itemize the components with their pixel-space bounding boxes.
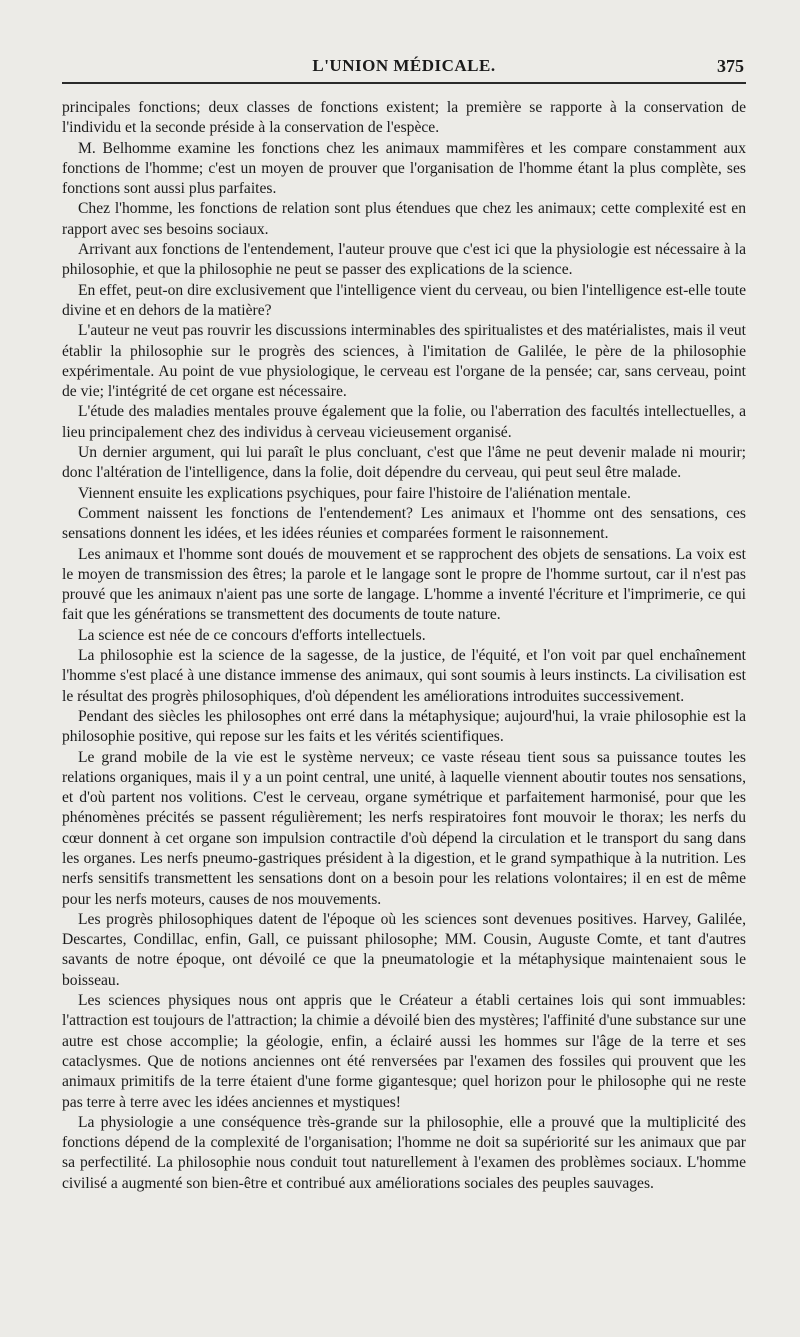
- paragraph: La philosophie est la science de la sagesse, de la justice, de l'équité, et l'on voit par quel enchaînement l'homme s'est placé à une distance immense des animaux, qui sont soumis à leurs instincts. La civilisation est le résultat des progrès philosophiques, d'où dépendent les améliorations introduites successivement.: [62, 647, 746, 705]
- paragraph: Arrivant aux fonctions de l'entendement, l'auteur prouve que c'est ici que la physiologie est nécessaire à la philosophie, et que la philosophie ne peut se passer des explications de la science.: [62, 241, 746, 279]
- page-number: 375: [717, 56, 744, 76]
- paragraph: L'étude des maladies mentales prouve également que la folie, ou l'aberration des facultés intellectuelles, a lieu principalement chez des individus à cerveau vicieusement organisé.: [62, 403, 746, 441]
- paragraph: En effet, peut-on dire exclusivement que l'intelligence vient du cerveau, ou bien l'intelligence est-elle toute divine et en dehors de la matière?: [62, 281, 746, 319]
- paragraph: principales fonctions; deux classes de fonctions existent; la première se rapporte à la conservation de l'individu et la seconde préside à la conservation de l'espèce.: [62, 99, 746, 137]
- article-body: [62, 98, 746, 1194]
- running-header: [62, 50, 746, 84]
- paragraph: Les sciences physiques nous ont appris que le Créateur a établi certaines lois qui sont immuables: l'attraction est toujours de l'attraction; la chimie a dévoilé bien des mystères; l'affinité d'une substance sur une autre est chose accomplie; la géologie, enfin, a éclairé aussi les hommes sur l'âge de la terre et ses cataclysmes. Que de notions anciennes ont été renversées par l'examen des fossiles qui prouvent que les animaux primitifs de la terre étaient d'une forme gigantesque; quel horizon pour le philosophe qui ne reste pas terre à terre avec les idées anciennes et mystiques!: [62, 992, 746, 1111]
- paragraph: Les animaux et l'homme sont doués de mouvement et se rapprochent des objets de sensations. La voix est le moyen de transmission des êtres; la parole et le langage sont le propre de l'homme surtout, car il n'est pas prouvé que les animaux n'aient pas une sorte de langage. L'homme a inventé l'écriture et l'imprimerie, ce qui fait que les générations se transmettent des documents de toute nature.: [62, 545, 746, 624]
- paragraph: Chez l'homme, les fonctions de relation sont plus étendues que chez les animaux; cette complexité est en rapport avec ses besoins sociaux.: [62, 200, 746, 238]
- paragraph: Viennent ensuite les explications psychiques, pour faire l'histoire de l'aliénation mentale.: [78, 484, 631, 502]
- paragraph: L'auteur ne veut pas rouvrir les discussions interminables des spiritualistes et des matérialistes, mais il veut établir la philosophie sur le progrès des sciences, à l'imitation de Galilée, le père de la philosophie expérimentale. Au point de vue physiologique, le cerveau est l'organe de la pensée; car, sans cerveau, point de vie; l'intégrité de cet organe est nécessaire.: [62, 322, 746, 401]
- paragraph: Pendant des siècles les philosophes ont erré dans la métaphysique; aujourd'hui, la vraie philosophie est la philosophie positive, qui repose sur les faits et les vérités scientifiques.: [62, 707, 746, 746]
- paragraph: Les progrès philosophiques datent de l'époque où les sciences sont devenues positives. Harvey, Galilée, Descartes, Condillac, enfin, Gall, ce puissant philosophe; MM. Cousin, Auguste Comte, et tant d'autres savants de notre époque, ont dévoilé ce que la pneumatologie et la métaphysique maintenaient sous le boisseau.: [62, 910, 746, 989]
- paragraph: Comment naissent les fonctions de l'entendement? Les animaux et l'homme ont des sensations, ces sensations donnent les idées, et les idées réunies et comparées forment le raisonnement.: [62, 504, 746, 543]
- paragraph: Le grand mobile de la vie est le système nerveux; ce vaste réseau tient sous sa puissance toutes les relations organiques, mais il y a un point central, une unité, à laquelle viennent aboutir toutes nos sensations, et d'où partent nos volitions. C'est le cerveau, organe symétrique et parfaitement harmonisé, pour que les phénomènes précités se passent régulièrement; les nerfs respiratoires font mouvoir le thorax; les nerfs du cœur donnent à cet organe son impulsion contractile d'où dépend la circulation et le transport du sang dans les organes. Les nerfs pneumo-gastriques président à la digestion, et le grand sympathique à la nutrition. Les nerfs sensitifs transmettent les sensations dont on a besoin pour les relations volontaires; il en est de même pour les nerfs moteurs, causes de nos mouvements.: [62, 748, 746, 908]
- header-rule: [62, 82, 746, 84]
- paragraph: La science est née de ce concours d'efforts intellectuels.: [78, 626, 426, 644]
- paragraph: La physiologie a une conséquence très-grande sur la philosophie, elle a prouvé que la multiplicité des fonctions dépend de la complexité de l'organisation; l'homme ne doit sa supériorité sur les animaux que par sa perfectilité. La philosophie nous conduit tout naturellement à l'examen des problèmes sociaux. L'homme civilisé a augmenté son bien-être et contribué aux améliorations sociales des peuples sauvages.: [62, 1113, 746, 1192]
- journal-title: L'UNION MÉDICALE.: [312, 56, 496, 75]
- paragraph: Un dernier argument, qui lui paraît le plus concluant, c'est que l'âme ne peut devenir malade ni mourir; donc l'altération de l'intelligence, dans la folie, doit dépendre du cerveau, qui peut seul être malade.: [62, 444, 746, 482]
- paragraph: M. Belhomme examine les fonctions chez les animaux mammifères et les compare constamment aux fonctions de l'homme; c'est un moyen de prouver que l'organisation de l'homme étant la plus complète, ses fonctions sont aussi plus parfaites.: [62, 139, 746, 198]
